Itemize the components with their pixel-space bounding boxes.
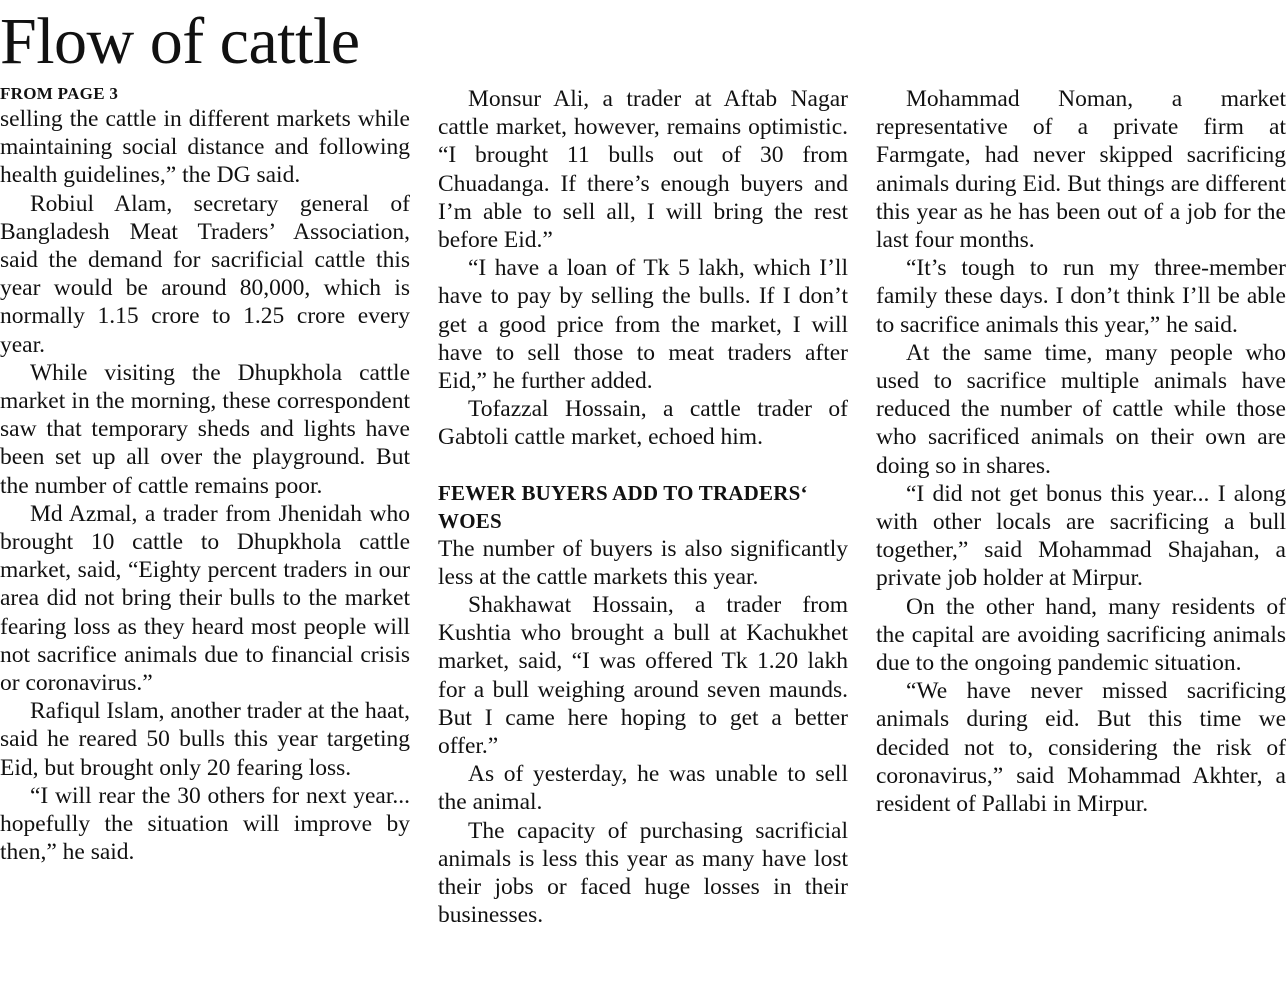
paragraph: As of yesterday, he was unable to sell the animal. (438, 761, 848, 816)
paragraph: The number of buyers is also significantly less at the cattle markets this year. (438, 535, 848, 590)
paragraph: Mohammad Noman, a market representative of a private firm at Farmgate, had never skipped sacrificing animals during Eid. But things are different this year as he has been out of a job for the last four months. (876, 86, 1286, 254)
paragraph: selling the cattle in different markets while maintaining social distance and following health guidelines,” the DG said. (0, 106, 410, 189)
paragraph: At the same time, many people who used to sacrifice multiple animals have reduced the number of cattle while those who sacrificed animals on their own are doing so in shares. (876, 339, 1286, 479)
continued-from-label: FROM PAGE 3 (0, 84, 119, 103)
paragraph: Tofazzal Hossain, a cattle trader of Gabtoli cattle market, echoed him. (438, 396, 848, 451)
headline: Flow of cattle (0, 5, 360, 78)
paragraph: Monsur Ali, a trader at Aftab Nagar cattle market, however, remains optimistic. “I brought 11 bulls out of 30 from Chuadanga. If there’s enough buyers and I’m able to sell all, I will bring the rest before Eid.” (438, 86, 848, 254)
paragraph: “I have a loan of Tk 5 lakh, which I’ll have to pay by selling the bulls. If I don’t get a good price from the market, I will have to sell those to meat traders after Eid,” he further added. (438, 255, 848, 395)
paragraph: Md Azmal, a trader from Jhenidah who brought 10 cattle to Dhupkhola cattle market, said, “Eighty percent traders in our area did not bring their bulls to the market fearing loss as they heard most people will not sacrifice animals due to financial crisis or coronavirus.” (0, 500, 410, 697)
paragraph: The capacity of purchasing sacrificial animals is less this year as many have lost their jobs or faced huge losses in their businesses. (438, 817, 848, 929)
paragraph: “We have never missed sacrificing animals during eid. But this time we decided not to, considering the risk of coronavirus,” said Mohammad Akhter, a resident of Pallabi in Mirpur. (876, 678, 1286, 818)
paragraph: “I will rear the 30 others for next year... hopefully the situation will improve by then,” he said. (0, 782, 410, 866)
article-column-2 (438, 85, 848, 929)
paragraph: “I did not get bonus this year... I along with other locals are sacrificing a bull together,” said Mohammad Shajahan, a private job holder at Mirpur. (876, 480, 1286, 592)
paragraph: “It’s tough to run my three-member family these days. I don’t think I’ll be able to sacrifice animals this year,” he said. (876, 255, 1286, 338)
paragraph: Robiul Alam, secretary general of Bangladesh Meat Traders’ Association, said the demand for sacrificial cattle this year would be around 80,000, which is normally 1.15 crore to 1.25 crore every year. (0, 190, 410, 358)
paragraph: On the other hand, many residents of the capital are avoiding sacrificing animals due to the ongoing pandemic situation. (876, 593, 1286, 677)
paragraph: Shakhawat Hossain, a trader from Kushtia who brought a bull at Kachukhet market, said, “I was offered Tk 1.20 lakh for a bull weighing around seven maunds. But I came here hoping to get a better offer.” (438, 592, 848, 760)
subheading: FEWER BUYERS ADD TO TRADERS‘ WOES (438, 480, 808, 533)
paragraph: Rafiqul Islam, another trader at the haat, said he reared 50 bulls this year targeting Eid, but brought only 20 fearing loss. (0, 698, 410, 781)
article-column-3 (876, 85, 1286, 818)
article-column-1 (0, 83, 410, 866)
paragraph: While visiting the Dhupkhola cattle market in the morning, these correspondent saw that temporary sheds and lights have been set up all over the playground. But the number of cattle remains poor. (0, 359, 410, 499)
